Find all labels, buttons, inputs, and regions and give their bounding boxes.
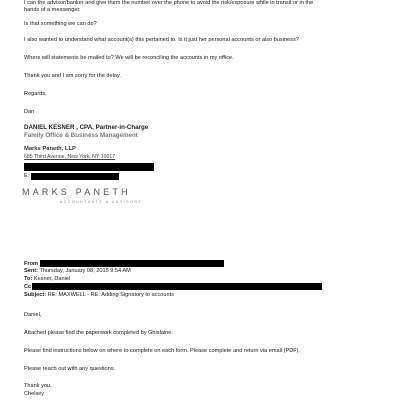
body-line-top-1: I can the advisor/banker and give them the number over the phone to avoid the risk/exposure while in transit or in the [24,0,314,6]
email2-reach-out: Please reach out with any questions. [24,366,116,372]
signature-name-title: DANIEL KESNER , CPA, Partner-in-Charge [24,124,149,131]
signature-email-prefix: E: [24,173,30,179]
body-accounts: I also wanted to understand what account(s) this pertained to. Is it just her personal accounts or also business? [24,37,299,43]
header-from-label: From [24,261,38,267]
signature-department: Family Office & Business Management [24,132,138,139]
signature-firm: Marks Paneth, LLP [24,146,76,152]
redaction-bar [31,173,119,180]
header-subject [24,292,174,299]
sender-short-name: Dan [24,109,35,115]
firm-logo: MARKS PANETH [22,187,131,197]
email2-greeting: Daniel, [24,312,42,318]
body-thanks: Thank you and I am sorry for the delay. [24,73,121,79]
email2-closing: Thank you, [24,383,52,389]
email2-instructions: Please find instructions below on where to complete on each form. Please complete and return via email (PDF). [24,348,301,354]
firm-logo-tagline: ACCOUNTANTS & ADVISORS [60,200,143,204]
header-subject-value: RE: MAXWELL - RE: Adding Signatory to accounts [47,292,174,298]
redaction-bar [24,163,154,171]
body-question: Is that something we can do? [24,21,97,27]
body-line-top-2: hands of a messenger. [24,7,81,13]
header-to-label: To: [24,276,33,282]
header-sent-value: Thursday, January 08, 2015 9:54 AM [39,268,131,274]
header-to [24,276,70,283]
header-sent-label: Sent: [24,268,38,274]
header-cc-label: Cc [24,284,32,290]
header-to-value: Kesner, Daniel [33,276,71,282]
header-subject-label: Subject: [24,292,47,298]
redaction-bar [32,283,322,290]
redaction-bar [40,260,224,267]
signature-address[interactable]: 685 Third Avenue, New York, NY 10017 [24,154,116,160]
body-statements: Where will statements be mailed to? We will be reconciling the accounts in my office. [24,55,234,61]
header-sent [24,268,131,275]
email2-attached: Attached please find the paperwork completed by Ghislaine. [24,330,173,336]
email2-signer: Chelsey [24,391,45,397]
closing-regards: Regards, [24,91,47,97]
